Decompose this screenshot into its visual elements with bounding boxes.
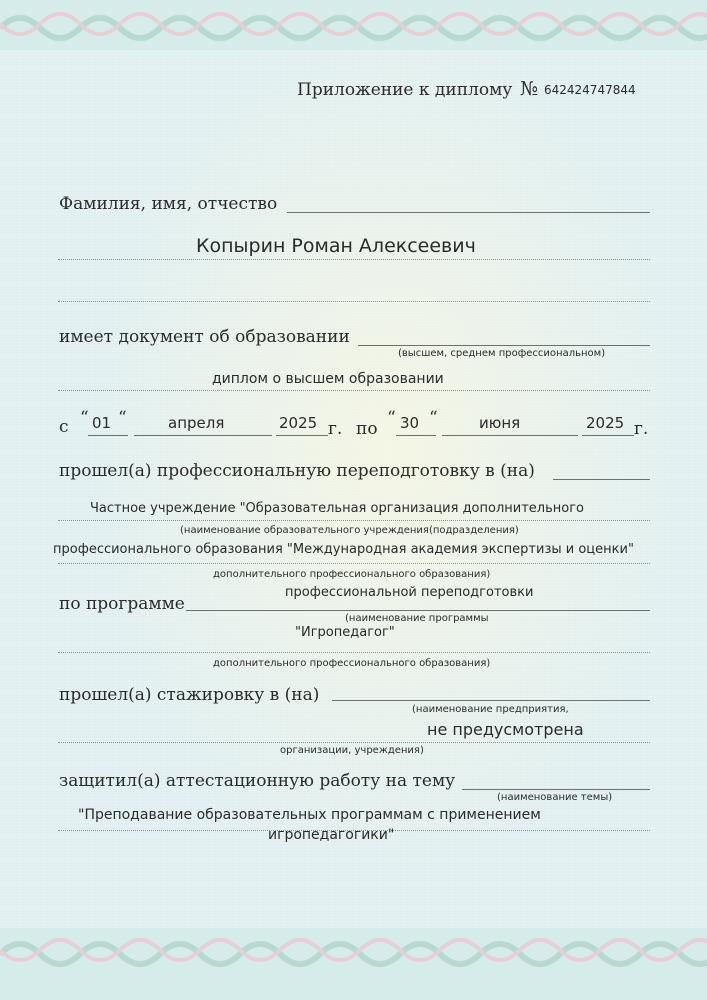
program-value-2: "Игропедагог": [295, 625, 395, 640]
period-to-year-line: [582, 435, 634, 436]
guilloche-bottom-border: [0, 928, 707, 1000]
fio-line-3: [58, 301, 650, 302]
program-line-2: [58, 652, 650, 653]
thesis-line: [462, 789, 650, 790]
period-to-month: июня: [479, 414, 521, 432]
period-from-month-line: [134, 435, 272, 436]
internship-line-1: [332, 700, 650, 701]
training-hint-2: дополнительного профессионального образования): [213, 569, 491, 580]
education-doc-line-2: [58, 390, 650, 391]
period-year-suffix-1: г.: [328, 419, 343, 439]
internship-hint-1: (наименование предприятия,: [412, 704, 569, 715]
period-to-day-line: [396, 435, 436, 436]
period-from-month: апреля: [168, 414, 225, 432]
training-org-underline-1: [58, 520, 650, 521]
period-to-month-line: [442, 435, 578, 436]
thesis-topic-line-2: игропедагогики": [268, 827, 395, 843]
period-quote-open-1: “: [80, 408, 89, 428]
period-quote-close-1: “: [118, 408, 127, 428]
period-from-year: 2025: [279, 414, 318, 432]
internship-line-2: [58, 742, 650, 743]
internship-label: прошел(а) стажировку в (на): [59, 685, 320, 705]
period-year-suffix-2: г.: [634, 419, 649, 439]
program-label: по программе: [59, 594, 185, 614]
training-line: [553, 479, 650, 480]
period-quote-close-2: “: [429, 408, 438, 428]
period-to-day: 30: [400, 414, 420, 432]
program-value-1: профессиональной переподготовки: [285, 585, 534, 600]
training-label: прошел(а) профессиональную переподготовку в (на): [59, 461, 535, 481]
thesis-label: защитил(а) аттестационную работу на тему: [59, 771, 456, 791]
guilloche-top-border: [0, 0, 707, 50]
internship-hint-2: организации, учреждения): [280, 745, 424, 756]
program-hint-1: (наименование программы: [345, 613, 489, 624]
fio-label: Фамилия, имя, отчество: [59, 194, 278, 214]
period-from-day: 01: [92, 414, 112, 432]
education-doc-value: диплом о высшем образовании: [212, 371, 444, 387]
thesis-hint: (наименование темы): [497, 792, 613, 803]
training-hint-1: (наименование образовательного учреждения(подразделения): [180, 525, 519, 536]
period-to-prefix: по: [356, 419, 378, 439]
period-from-prefix: с: [59, 417, 69, 437]
fio-line-1: [287, 212, 650, 213]
training-org-line-2: профессионального образования "Международная академия экспертизы и оценки": [53, 542, 634, 557]
education-doc-hint: (высшем, среднем профессиональном): [398, 348, 606, 359]
period-from-year-line: [276, 435, 328, 436]
diploma-number: 642424747844: [544, 83, 636, 97]
education-doc-label: имеет документ об образовании: [59, 327, 350, 347]
period-from-day-line: [88, 435, 128, 436]
thesis-topic-line-1: "Преподавание образовательных программам с применением: [78, 807, 541, 823]
appendix-title: Приложение к диплому: [297, 80, 513, 100]
program-line-1: [186, 610, 650, 611]
training-org-underline-2: [58, 563, 650, 564]
fio-line-2: [58, 259, 650, 260]
training-org-line-1: Частное учреждение "Образовательная организация дополнительного: [90, 501, 584, 516]
number-sign: №: [520, 78, 538, 100]
period-to-year: 2025: [586, 414, 625, 432]
fio-value: Копырин Роман Алексеевич: [196, 235, 476, 257]
program-hint-2: дополнительного профессионального образования): [213, 658, 491, 669]
education-doc-line: [358, 345, 650, 346]
internship-value: не предусмотрена: [427, 720, 584, 739]
period-quote-open-2: “: [387, 408, 396, 428]
